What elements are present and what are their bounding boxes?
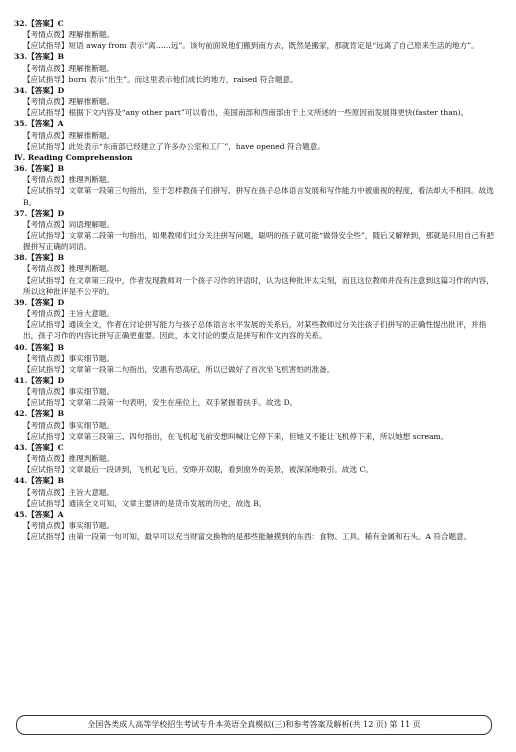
explanation-line: 【考情点拨】理解推断题。 bbox=[23, 130, 115, 140]
answer-heading: 35.【答案】A bbox=[14, 119, 64, 129]
explanation-line: 【考情点拨】事实细节题。 bbox=[23, 387, 115, 397]
explanation-line: 【应试指导】文章第一段第三句指出，至于怎样教孩子们拼写，拼写在孩子总体语言发展和写作能力中被重视的程度，看法却大不相同。故选 B。 bbox=[23, 186, 494, 207]
answer-heading: 40.【答案】B bbox=[14, 342, 65, 352]
explanation-line: 【考情点拨】主旨大意题。 bbox=[23, 487, 115, 497]
answer-list bbox=[14, 18, 494, 542]
explanation-line: 【应试指导】由第一段第一句可知，最早可以充当财富交换物的是那些能触摸到的东西：食物、工具、稀有金属和石头。A 符合题意。 bbox=[23, 532, 472, 542]
explanation-line: 【考情点拨】推理判断题。 bbox=[23, 454, 115, 464]
section-heading: Ⅳ. Reading Comprehension bbox=[14, 152, 133, 162]
explanation-line: 【应试指导】文章第三段第三、四句指出，在飞机起飞前安想叫喊让它停下来，但她又不能让飞机停下来，所以她想 scream。 bbox=[23, 431, 449, 441]
answer-heading: 42.【答案】B bbox=[14, 409, 65, 419]
explanation-line: 【应试指导】此处表示“东南部已经建立了许多办公室和工厂”，have opened 符合题意。 bbox=[23, 141, 325, 151]
explanation-line: 【应试指导】born 表示“出生”。而这里表示他们成长的地方，raised 符合题意。 bbox=[23, 74, 298, 84]
explanation-line: 【应试指导】短语 away from 表示“离……远”。该句前面说他们搬到南方去，既然是搬家，那就肯定是“远离了自己原来生活的地方”。 bbox=[23, 41, 479, 51]
explanation-line: 【考情点拨】词语理解题。 bbox=[23, 219, 115, 229]
answer-heading: 34.【答案】D bbox=[14, 85, 65, 95]
explanation-line: 【应试指导】文章第二段第一句指出，如果教师们过分关注拼写问题，聪明的孩子就可能“做得安全些”，随后又解释到，那就是只用自己有把握拼写正确的词语。 bbox=[23, 230, 494, 252]
answer-heading: 36.【答案】B bbox=[14, 164, 65, 174]
explanation-line: 【考情点拨】事实细节题。 bbox=[23, 521, 115, 531]
explanation-line: 【应试指导】通读全文，作者在讨论拼写能力与孩子总体语言水平发展的关系后，对某些教师过分关注孩子们拼写的正确性提出批评，并指出，孩子习作的内容比拼写正确更重要。因此，本文讨论的要点是拼写和作文内容的关系。 bbox=[23, 320, 487, 341]
explanation-line: 【考情点拨】理解推断题。 bbox=[23, 97, 115, 107]
answer-heading: 33.【答案】B bbox=[14, 52, 65, 62]
answer-heading: 44.【答案】B bbox=[14, 476, 65, 486]
explanation-line: 【应试指导】文章第二段第一句表明，安生在座位上，双手紧握着扶手。故选 D。 bbox=[23, 398, 298, 408]
answer-heading: 32.【答案】C bbox=[14, 19, 64, 28]
explanation-line: 【考情点拨】理解推断题。 bbox=[23, 63, 115, 73]
explanation-line: 【应试指导】文章最后一段讲到，飞机起飞后，安睁开双眼，看到窗外的美景，被深深地吸引。故选 C。 bbox=[23, 465, 373, 475]
explanation-line: 【应试指导】根据下文内容及“any other part”可以看出，美国南部和西南部由于上文所述的一些原因而发展得更快(faster than)。 bbox=[23, 108, 469, 118]
answer-heading: 37.【答案】D bbox=[14, 208, 65, 218]
answer-heading: 41.【答案】D bbox=[14, 376, 65, 385]
answer-heading: 38.【答案】B bbox=[14, 253, 65, 263]
explanation-line: 【应试指导】在文章第三段中，作者发现教师对一个孩子习作的评语时，认为这种批评太尖刻，而且这位教师并没有注意到这篇习作的内容，所以这种批评是不公平的。 bbox=[23, 275, 494, 296]
explanation-line: 【考情点拨】推理判断题。 bbox=[23, 264, 115, 274]
explanation-line: 【考情点拨】主旨大意题。 bbox=[23, 309, 115, 319]
answer-heading: 39.【答案】D bbox=[14, 297, 65, 307]
explanation-line: 【考情点拨】事实细节题。 bbox=[23, 353, 115, 363]
answer-heading: 43.【答案】C bbox=[14, 442, 64, 452]
explanation-line: 【考情点拨】推理判断题。 bbox=[23, 175, 115, 185]
explanation-line: 【考情点拨】理解推断题。 bbox=[23, 30, 115, 40]
explanation-line: 【应试指导】文章第一段第二句指出，安惠有恐高症，所以已做好了首次坐飞机害怕的准备。 bbox=[23, 364, 335, 374]
explanation-line: 【应试指导】通读全文可知，文章主要讲的是货币发展的历史，故选 B。 bbox=[23, 498, 267, 508]
answer-heading: 45.【答案】A bbox=[14, 509, 64, 519]
explanation-line: 【考情点拨】事实细节题。 bbox=[23, 420, 115, 430]
page-footer: 全国各类成人高等学校招生考试专升本英语全真模拟(三)和参考答案及解析(共 12 页) 第 11 页 bbox=[16, 715, 492, 735]
